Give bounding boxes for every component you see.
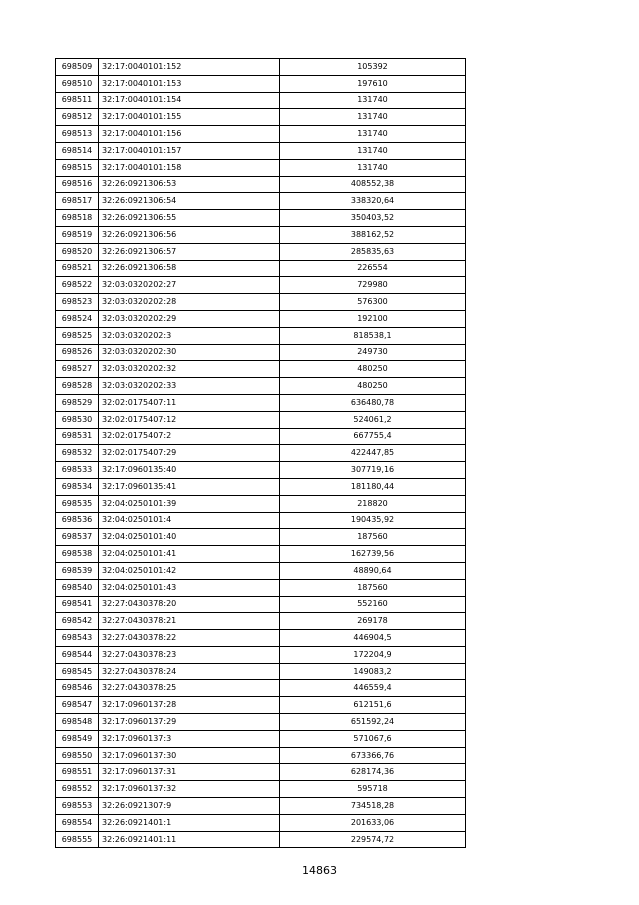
- cadastral-number-cell: 32:17:0960137:30: [99, 747, 280, 764]
- row-id-cell: 698538: [56, 546, 99, 563]
- row-id-cell: 698535: [56, 495, 99, 512]
- value-cell: 446559,4: [280, 680, 466, 697]
- cadastral-number-cell: 32:04:0250101:39: [99, 495, 280, 512]
- cadastral-number-cell: 32:17:0040101:158: [99, 159, 280, 176]
- table-row: [56, 495, 466, 512]
- table-row: [56, 277, 466, 294]
- cadastral-number-cell: 32:27:0430378:20: [99, 596, 280, 613]
- row-id-cell: 698509: [56, 59, 99, 76]
- row-id-cell: 698511: [56, 92, 99, 109]
- table-row: [56, 159, 466, 176]
- cadastral-number-cell: 32:17:0960137:28: [99, 697, 280, 714]
- table-row: [56, 579, 466, 596]
- value-cell: 552160: [280, 596, 466, 613]
- cadastral-number-cell: 32:17:0040101:157: [99, 142, 280, 159]
- cadastral-number-cell: 32:02:0175407:11: [99, 394, 280, 411]
- value-cell: 636480,78: [280, 394, 466, 411]
- table-row: [56, 596, 466, 613]
- value-cell: 446904,5: [280, 630, 466, 647]
- cadastral-number-cell: 32:17:0960137:31: [99, 764, 280, 781]
- cadastral-number-cell: 32:17:0040101:153: [99, 75, 280, 92]
- cadastral-number-cell: 32:03:0320202:27: [99, 277, 280, 294]
- value-cell: 595718: [280, 781, 466, 798]
- row-id-cell: 698533: [56, 462, 99, 479]
- cadastral-number-cell: 32:17:0960137:29: [99, 714, 280, 731]
- value-cell: 576300: [280, 294, 466, 311]
- table-row: [56, 361, 466, 378]
- table-row: [56, 730, 466, 747]
- value-cell: 729980: [280, 277, 466, 294]
- row-id-cell: 698536: [56, 512, 99, 529]
- cadastral-number-cell: 32:04:0250101:42: [99, 562, 280, 579]
- table-row: [56, 697, 466, 714]
- table-row: [56, 445, 466, 462]
- cadastral-number-cell: 32:27:0430378:21: [99, 613, 280, 630]
- cadastral-number-cell: 32:26:0921306:57: [99, 243, 280, 260]
- value-cell: 201633,06: [280, 814, 466, 831]
- table-row: [56, 92, 466, 109]
- table-row: [56, 243, 466, 260]
- table-row: [56, 462, 466, 479]
- table-row: [56, 546, 466, 563]
- cadastral-number-cell: 32:03:0320202:33: [99, 378, 280, 395]
- table-row: [56, 109, 466, 126]
- row-id-cell: 698523: [56, 294, 99, 311]
- cadastral-number-cell: 32:04:0250101:43: [99, 579, 280, 596]
- row-id-cell: 698512: [56, 109, 99, 126]
- cadastral-number-cell: 32:02:0175407:12: [99, 411, 280, 428]
- row-id-cell: 698525: [56, 327, 99, 344]
- row-id-cell: 698515: [56, 159, 99, 176]
- row-id-cell: 698528: [56, 378, 99, 395]
- value-cell: 48890,64: [280, 562, 466, 579]
- cadastral-number-cell: 32:03:0320202:29: [99, 310, 280, 327]
- value-cell: 818538,1: [280, 327, 466, 344]
- value-cell: 667755,4: [280, 428, 466, 445]
- row-id-cell: 698554: [56, 814, 99, 831]
- table-row: [56, 327, 466, 344]
- value-cell: 181180,44: [280, 478, 466, 495]
- row-id-cell: 698520: [56, 243, 99, 260]
- value-cell: 651592,24: [280, 714, 466, 731]
- value-cell: 229574,72: [280, 831, 466, 848]
- row-id-cell: 698551: [56, 764, 99, 781]
- value-cell: 131740: [280, 126, 466, 143]
- table-row: [56, 126, 466, 143]
- value-cell: 218820: [280, 495, 466, 512]
- cadastral-number-cell: 32:26:0921307:9: [99, 798, 280, 815]
- row-id-cell: 698532: [56, 445, 99, 462]
- row-id-cell: 698537: [56, 529, 99, 546]
- table-row: [56, 562, 466, 579]
- cadastral-number-cell: 32:26:0921306:53: [99, 176, 280, 193]
- cadastral-number-cell: 32:26:0921306:58: [99, 260, 280, 277]
- value-cell: 338320,64: [280, 193, 466, 210]
- row-id-cell: 698534: [56, 478, 99, 495]
- cadastral-number-cell: 32:17:0040101:154: [99, 92, 280, 109]
- table-row: [56, 411, 466, 428]
- row-id-cell: 698552: [56, 781, 99, 798]
- table-row: [56, 680, 466, 697]
- cadastral-number-cell: 32:04:0250101:41: [99, 546, 280, 563]
- table-row: [56, 714, 466, 731]
- cadastral-number-cell: 32:27:0430378:23: [99, 646, 280, 663]
- table-row: [56, 529, 466, 546]
- cadastral-number-cell: 32:17:0040101:155: [99, 109, 280, 126]
- row-id-cell: 698548: [56, 714, 99, 731]
- table-row: [56, 798, 466, 815]
- row-id-cell: 698545: [56, 663, 99, 680]
- row-id-cell: 698514: [56, 142, 99, 159]
- row-id-cell: 698546: [56, 680, 99, 697]
- table-row: [56, 478, 466, 495]
- row-id-cell: 698510: [56, 75, 99, 92]
- cadastral-number-cell: 32:27:0430378:24: [99, 663, 280, 680]
- table-row: [56, 613, 466, 630]
- value-cell: 285835,63: [280, 243, 466, 260]
- cadastral-number-cell: 32:03:0320202:30: [99, 344, 280, 361]
- value-cell: 612151,6: [280, 697, 466, 714]
- cadastral-number-cell: 32:17:0960135:40: [99, 462, 280, 479]
- table-row: [56, 294, 466, 311]
- table-row: [56, 210, 466, 227]
- value-cell: 105392: [280, 59, 466, 76]
- row-id-cell: 698517: [56, 193, 99, 210]
- table-row: [56, 663, 466, 680]
- value-cell: 149083,2: [280, 663, 466, 680]
- cadastral-number-cell: 32:27:0430378:22: [99, 630, 280, 647]
- value-cell: 192100: [280, 310, 466, 327]
- table-row: [56, 75, 466, 92]
- table-row: [56, 512, 466, 529]
- value-cell: 131740: [280, 142, 466, 159]
- cadastral-number-cell: 32:17:0960137:3: [99, 730, 280, 747]
- page-number: 14863: [302, 864, 337, 877]
- table-row: [56, 176, 466, 193]
- cadastral-number-cell: 32:17:0960137:32: [99, 781, 280, 798]
- value-cell: 571067,6: [280, 730, 466, 747]
- table-row: [56, 764, 466, 781]
- cadastral-number-cell: 32:04:0250101:4: [99, 512, 280, 529]
- value-cell: 197610: [280, 75, 466, 92]
- cadastral-number-cell: 32:26:0921306:54: [99, 193, 280, 210]
- table-row: [56, 747, 466, 764]
- cadastral-number-cell: 32:26:0921401:11: [99, 831, 280, 848]
- row-id-cell: 698530: [56, 411, 99, 428]
- table-row: [56, 428, 466, 445]
- table-row: [56, 59, 466, 76]
- value-cell: 307719,16: [280, 462, 466, 479]
- cadastral-number-cell: 32:03:0320202:32: [99, 361, 280, 378]
- value-cell: 190435,92: [280, 512, 466, 529]
- table-row: [56, 226, 466, 243]
- value-cell: 131740: [280, 159, 466, 176]
- value-cell: 131740: [280, 109, 466, 126]
- table-row: [56, 630, 466, 647]
- table-row: [56, 781, 466, 798]
- value-cell: 480250: [280, 378, 466, 395]
- row-id-cell: 698518: [56, 210, 99, 227]
- cadastral-number-cell: 32:04:0250101:40: [99, 529, 280, 546]
- row-id-cell: 698522: [56, 277, 99, 294]
- table-row: [56, 814, 466, 831]
- row-id-cell: 698529: [56, 394, 99, 411]
- row-id-cell: 698526: [56, 344, 99, 361]
- value-cell: 480250: [280, 361, 466, 378]
- row-id-cell: 698527: [56, 361, 99, 378]
- table-row: [56, 378, 466, 395]
- cadastral-number-cell: 32:17:0040101:156: [99, 126, 280, 143]
- table-row: [56, 646, 466, 663]
- table-row: [56, 394, 466, 411]
- row-id-cell: 698544: [56, 646, 99, 663]
- table-body: [56, 59, 466, 848]
- cadastral-number-cell: 32:17:0960135:41: [99, 478, 280, 495]
- value-cell: 524061,2: [280, 411, 466, 428]
- value-cell: 422447,85: [280, 445, 466, 462]
- value-cell: 187560: [280, 529, 466, 546]
- row-id-cell: 698519: [56, 226, 99, 243]
- row-id-cell: 698549: [56, 730, 99, 747]
- value-cell: 628174,36: [280, 764, 466, 781]
- value-cell: 162739,56: [280, 546, 466, 563]
- row-id-cell: 698516: [56, 176, 99, 193]
- value-cell: 350403,52: [280, 210, 466, 227]
- cadastral-number-cell: 32:02:0175407:29: [99, 445, 280, 462]
- cadastral-value-table: [55, 58, 466, 848]
- value-cell: 408552,38: [280, 176, 466, 193]
- row-id-cell: 698541: [56, 596, 99, 613]
- row-id-cell: 698542: [56, 613, 99, 630]
- table-row: [56, 193, 466, 210]
- value-cell: 269178: [280, 613, 466, 630]
- row-id-cell: 698543: [56, 630, 99, 647]
- cadastral-number-cell: 32:03:0320202:3: [99, 327, 280, 344]
- row-id-cell: 698531: [56, 428, 99, 445]
- value-cell: 187560: [280, 579, 466, 596]
- table-row: [56, 142, 466, 159]
- cadastral-number-cell: 32:26:0921401:1: [99, 814, 280, 831]
- value-cell: 131740: [280, 92, 466, 109]
- row-id-cell: 698547: [56, 697, 99, 714]
- value-cell: 388162,52: [280, 226, 466, 243]
- row-id-cell: 698550: [56, 747, 99, 764]
- table-row: [56, 260, 466, 277]
- row-id-cell: 698524: [56, 310, 99, 327]
- table-row: [56, 310, 466, 327]
- cadastral-number-cell: 32:02:0175407:2: [99, 428, 280, 445]
- value-cell: 734518,28: [280, 798, 466, 815]
- row-id-cell: 698513: [56, 126, 99, 143]
- cadastral-number-cell: 32:03:0320202:28: [99, 294, 280, 311]
- table-row: [56, 344, 466, 361]
- value-cell: 673366,76: [280, 747, 466, 764]
- row-id-cell: 698553: [56, 798, 99, 815]
- row-id-cell: 698521: [56, 260, 99, 277]
- value-cell: 249730: [280, 344, 466, 361]
- cadastral-number-cell: 32:27:0430378:25: [99, 680, 280, 697]
- cadastral-number-cell: 32:17:0040101:152: [99, 59, 280, 76]
- row-id-cell: 698555: [56, 831, 99, 848]
- row-id-cell: 698540: [56, 579, 99, 596]
- value-cell: 226554: [280, 260, 466, 277]
- value-cell: 172204,9: [280, 646, 466, 663]
- row-id-cell: 698539: [56, 562, 99, 579]
- table-row: [56, 831, 466, 848]
- cadastral-number-cell: 32:26:0921306:55: [99, 210, 280, 227]
- cadastral-number-cell: 32:26:0921306:56: [99, 226, 280, 243]
